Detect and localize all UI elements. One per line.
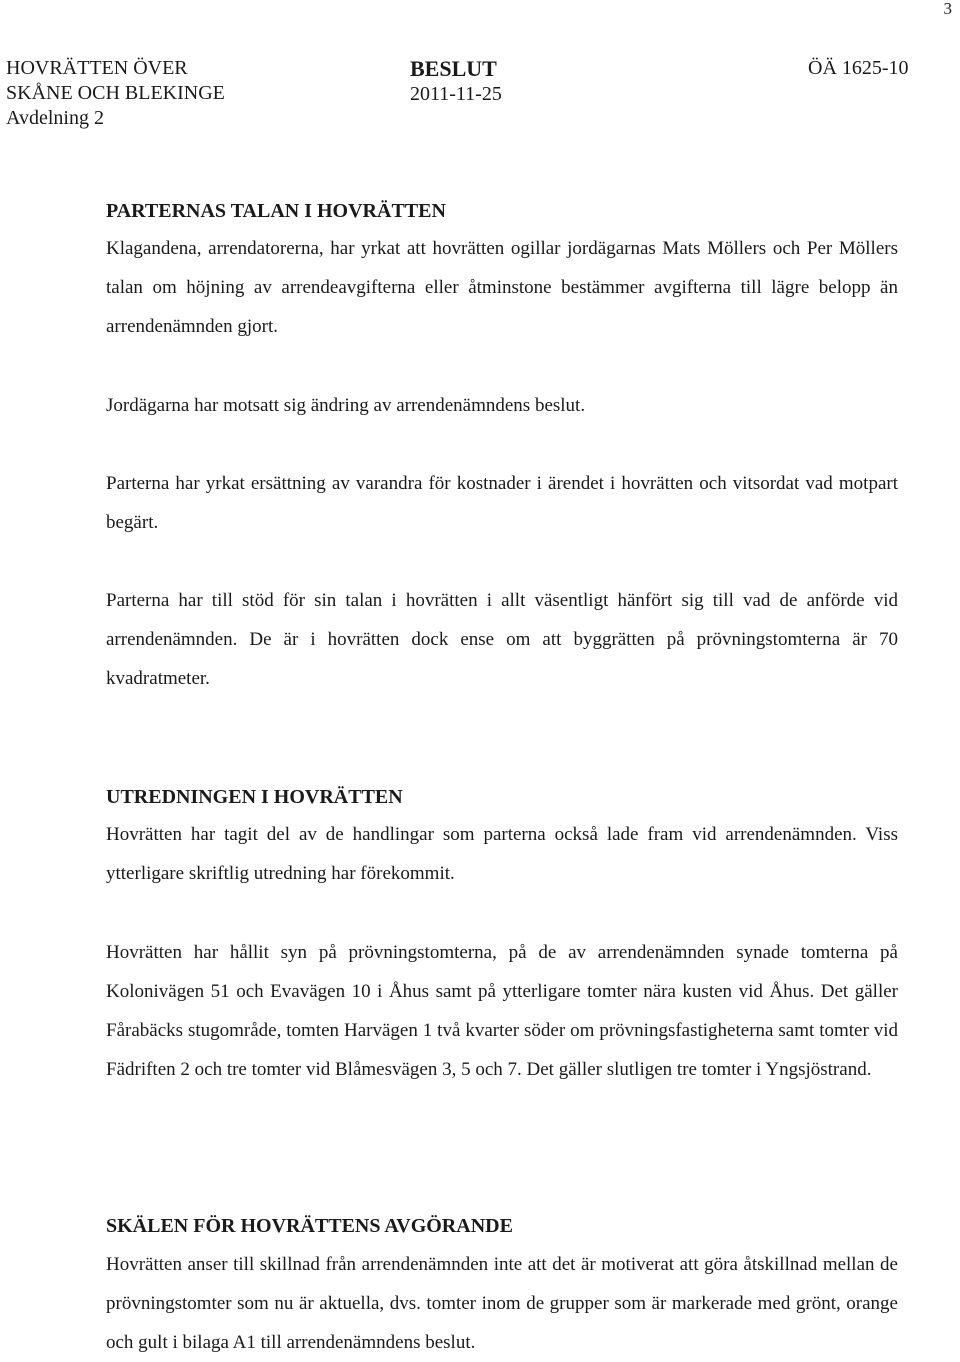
case-number: ÖÄ 1625-10 [808, 57, 909, 79]
paragraph-skillnad: Hovrätten anser till skillnad från arrendenämnden inte att det är motiverat att göra åtskillnad mellan de prövningstomter som nu är aktuella, dvs. tomter inom de grupper som är markerade med grönt, orange och gult i bilaga A1 till arrendenämndens beslut. [106, 1254, 898, 1353]
document-type: BESLUT [410, 56, 497, 81]
paragraph-stod-for-talan: Parterna har till stöd för sin talan i hovrätten i allt väsentligt hänfört sig till vad de anförde vid arrendenämnden. De är i hovrätten dock ense om att byggrätten på prövningstomterna är 70 kvadratmeter. [106, 590, 898, 689]
paragraph-handlingar: Hovrätten har tagit del av de handlingar som parterna också lade fram vid arrendenämnden. Viss ytterligare skriftlig utredning har förekommit. [106, 824, 898, 884]
court-name-line2: SKÅNE OCH BLEKINGE [6, 82, 225, 104]
section-heading-utredningen: UTREDNINGEN I HOVRÄTTEN [106, 786, 403, 808]
document-header [0, 56, 960, 136]
paragraph-ersattning: Parterna har yrkat ersättning av varandra för kostnader i ärendet i hovrätten och vitsordat vad motpart begärt. [106, 473, 898, 533]
page-number: 3 [943, 0, 952, 18]
section-heading-parternas-talan: PARTERNAS TALAN I HOVRÄTTEN [106, 200, 446, 222]
paragraph-jordagarna: Jordägarna har motsatt sig ändring av arrendenämndens beslut. [106, 395, 586, 416]
section-heading-skalen: SKÄLEN FÖR HOVRÄTTENS AVGÖRANDE [106, 1215, 513, 1237]
decision-date: 2011-11-25 [410, 83, 502, 105]
paragraph-klagandena: Klagandena, arrendatorerna, har yrkat att hovrätten ogillar jordägarnas Mats Möllers och Per Möllers talan om höjning av arrendeavgifterna eller åtminstone bestämmer avgifterna till lägre belopp än arrendenämnden gjort. [106, 238, 898, 337]
court-division: Avdelning 2 [6, 107, 104, 129]
decision-block [410, 56, 502, 106]
court-block [6, 56, 225, 131]
paragraph-syn: Hovrätten har hållit syn på prövningstomterna, på de av arrendenämnden synade tomterna på Kolonivägen 51 och Evavägen 10 i Åhus samt på ytterligare tomter nära kusten vid Åhus. Det gäller Fårabäcks stugområde, tomten Harvägen 1 två kvarter söder om prövningsfastigheterna samt tomter vid Fädriften 2 och tre tomter vid Blåmesvägen 3, 5 och 7. Det gäller slutligen tre tomter i Yngsjöstrand. [106, 942, 898, 1080]
court-name-line1: HOVRÄTTEN ÖVER [6, 57, 188, 79]
